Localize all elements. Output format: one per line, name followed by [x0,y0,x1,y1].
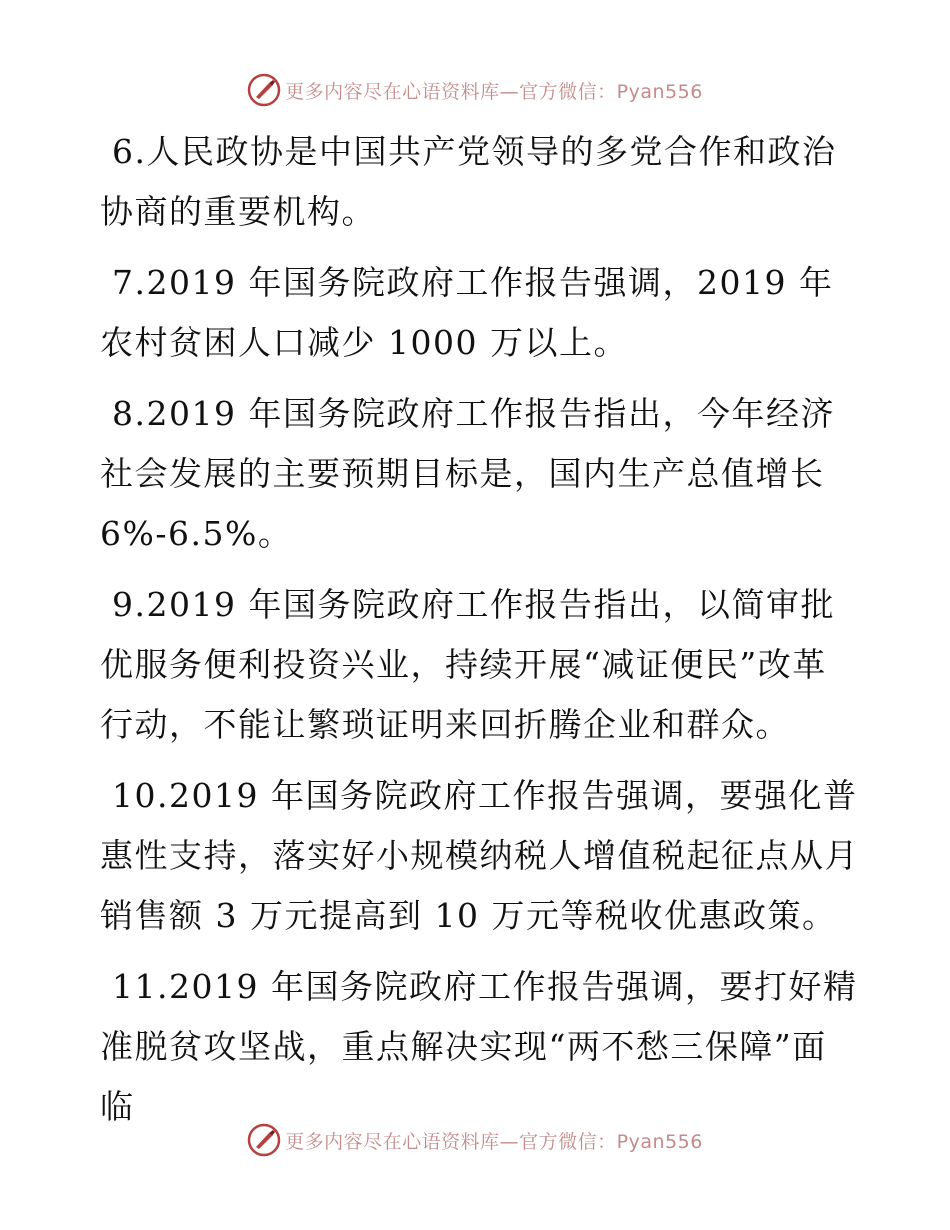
watermark-header [0,70,950,110]
item-text: 2019 年国务院政府工作报告强调，2019 年农村贫困人口减少 1000 万以上。 [100,263,834,362]
item-number: 6. [112,132,147,171]
list-item [100,575,860,755]
watermark-text: 更多内容尽在心语资料库—官方微信：Pyan556 [285,80,703,103]
pen-logo-icon [247,1123,281,1157]
pen-logo-icon [247,73,281,107]
list-item [100,122,860,242]
watermark-text: 更多内容尽在心语资料库—官方微信：Pyan556 [285,1130,703,1153]
item-number: 7. [112,263,147,302]
item-text: 2019 年国务院政府工作报告强调，要强化普惠性支持，落实好小规模纳税人增值税起征点从月销售额 3 万元提高到 10 万元等税收优惠政策。 [100,776,859,935]
item-number: 11. [112,967,169,1006]
item-text: 人民政协是中国共产党领导的多党合作和政治协商的重要机构。 [100,132,837,231]
list-item [100,384,860,564]
list-item [100,957,860,1137]
item-text: 2019 年国务院政府工作报告强调，要打好精准脱贫攻坚战，重点解决实现“两不愁三保障”面临 [100,967,858,1126]
item-text: 2019 年国务院政府工作报告指出，今年经济社会发展的主要预期目标是，国内生产总值增长 6%-6.5%。 [100,394,835,553]
item-number: 8. [112,394,147,433]
item-number: 10. [112,776,169,815]
item-number: 9. [112,585,147,624]
item-text: 2019 年国务院政府工作报告指出，以简审批优服务便利投资兴业，持续开展“减证便民”改革行动，不能让繁琐证明来回折腾企业和群众。 [100,585,835,744]
list-item [100,766,860,946]
list-item [100,253,860,373]
watermark-footer [0,1120,950,1160]
document-body [100,122,860,1148]
